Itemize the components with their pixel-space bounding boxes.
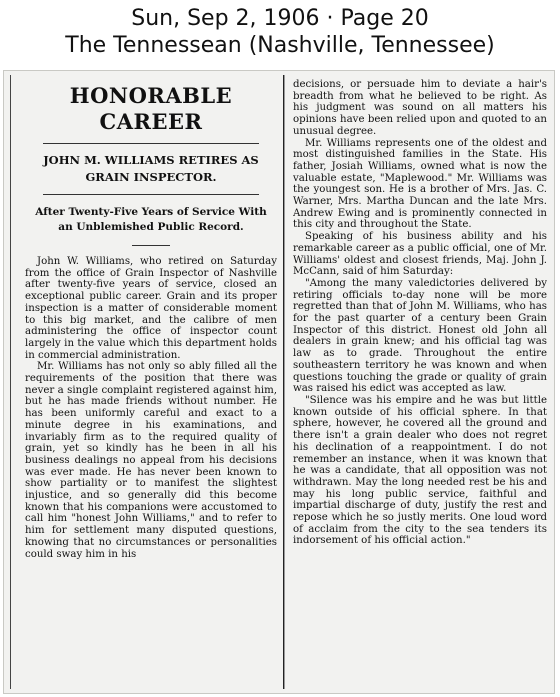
newspaper-title: The Tennessean (Nashville, Tennessee) <box>65 33 495 58</box>
paragraph: "Among the many valedictories delivered by retiring officials to-day none will be more regretted than that of John M. Williams, who has for the past quarter of a century been Grain Inspector of this district. Honest old John all dealers in grain knew; and his official tag was law as to grade. Throughout the entire southeastern territory he was known and when questions touching the grade or quality of grain was raised his edict was accepted as law. <box>293 277 547 395</box>
article-left-column <box>25 81 277 560</box>
column-divider <box>283 75 285 689</box>
headline-rule <box>43 143 259 144</box>
paragraph: John W. Williams, who retired on Saturday from the office of Grain Inspector of Nashville after twenty-five years of service, closed an exceptional public career. Grain and its proper inspection is a matter of considerable moment to this big market, and the calibre of men administering the office of inspector count largely in the value which this department holds in commercial administration. <box>25 256 277 361</box>
paragraph: "Silence was his empire and he was but little known outside of his official sphere. In that sphere, however, he covered all the ground and there isn't a grain dealer who does not regret his declination of a reappointment. I do not remember an instance, when it was known that he was a candidate, that all opposition was not withdrawn. May the long needed rest be his and may his long public service, faithful and impartial discharge of duty, justify the rest and repose which he so justly merits. One loud word of acclaim from the city to the sea tenders its indorsement of his official action." <box>293 394 547 547</box>
article-headline: HONORABLE CAREER <box>69 83 233 134</box>
paragraph: decisions, or persuade him to deviate a hair's breadth from what he believed to be right. As his judgment was sound on all matters his opinions have been relied upon and quoted to an unusual degree. <box>293 79 547 137</box>
paragraph: Speaking of his business ability and his remarkable career as a public official, one of Mr. Williams' oldest and closest friends, Maj. John J. McCann, said of him Saturday: <box>293 231 547 278</box>
page-header <box>0 0 560 66</box>
deck-rule <box>132 245 170 246</box>
subhead-rule <box>43 194 259 195</box>
article-right-column <box>293 79 547 547</box>
date-page-line: Sun, Sep 2, 1906 · Page 20 <box>131 6 429 31</box>
article-subhead: JOHN M. WILLIAMS RETIRES AS GRAIN INSPECTOR. <box>43 153 259 184</box>
paragraph: Mr. Williams represents one of the oldest and most distinguished families in the State. His father, Josiah Williams, owned what is now the valuable estate, "Maplewood." Mr. Williams was the youngest son. He is a brother of Mrs. Jas. C. Warner, Mrs. Martha Duncan and the late Mrs. Andrew Ewing and is prominently connected in this city and throughout the State. <box>293 137 547 231</box>
left-column-rule <box>10 75 11 689</box>
article-clipping <box>3 70 555 694</box>
paragraph: Mr. Williams has not only so ably filled all the requirements of the position that there was never a single complaint registered against him, but he has made friends without number. He has been uniformly careful and exact to a minute degree in his examinations, and invariably firm as to the required quality of grain, yet so kindly has he been in all his business dealings no appeal from his decisions was ever made. He has never been known to show partiality or to manifest the slightest injustice, and so generally did this become known that his companions were accustomed to call him "honest John Williams," and to refer to him for settlement many disputed questions, knowing that no circumstances or personalities could sway him in his <box>25 361 277 560</box>
article-deck: After Twenty-Five Years of Service With an Unblemished Public Record. <box>35 206 267 233</box>
